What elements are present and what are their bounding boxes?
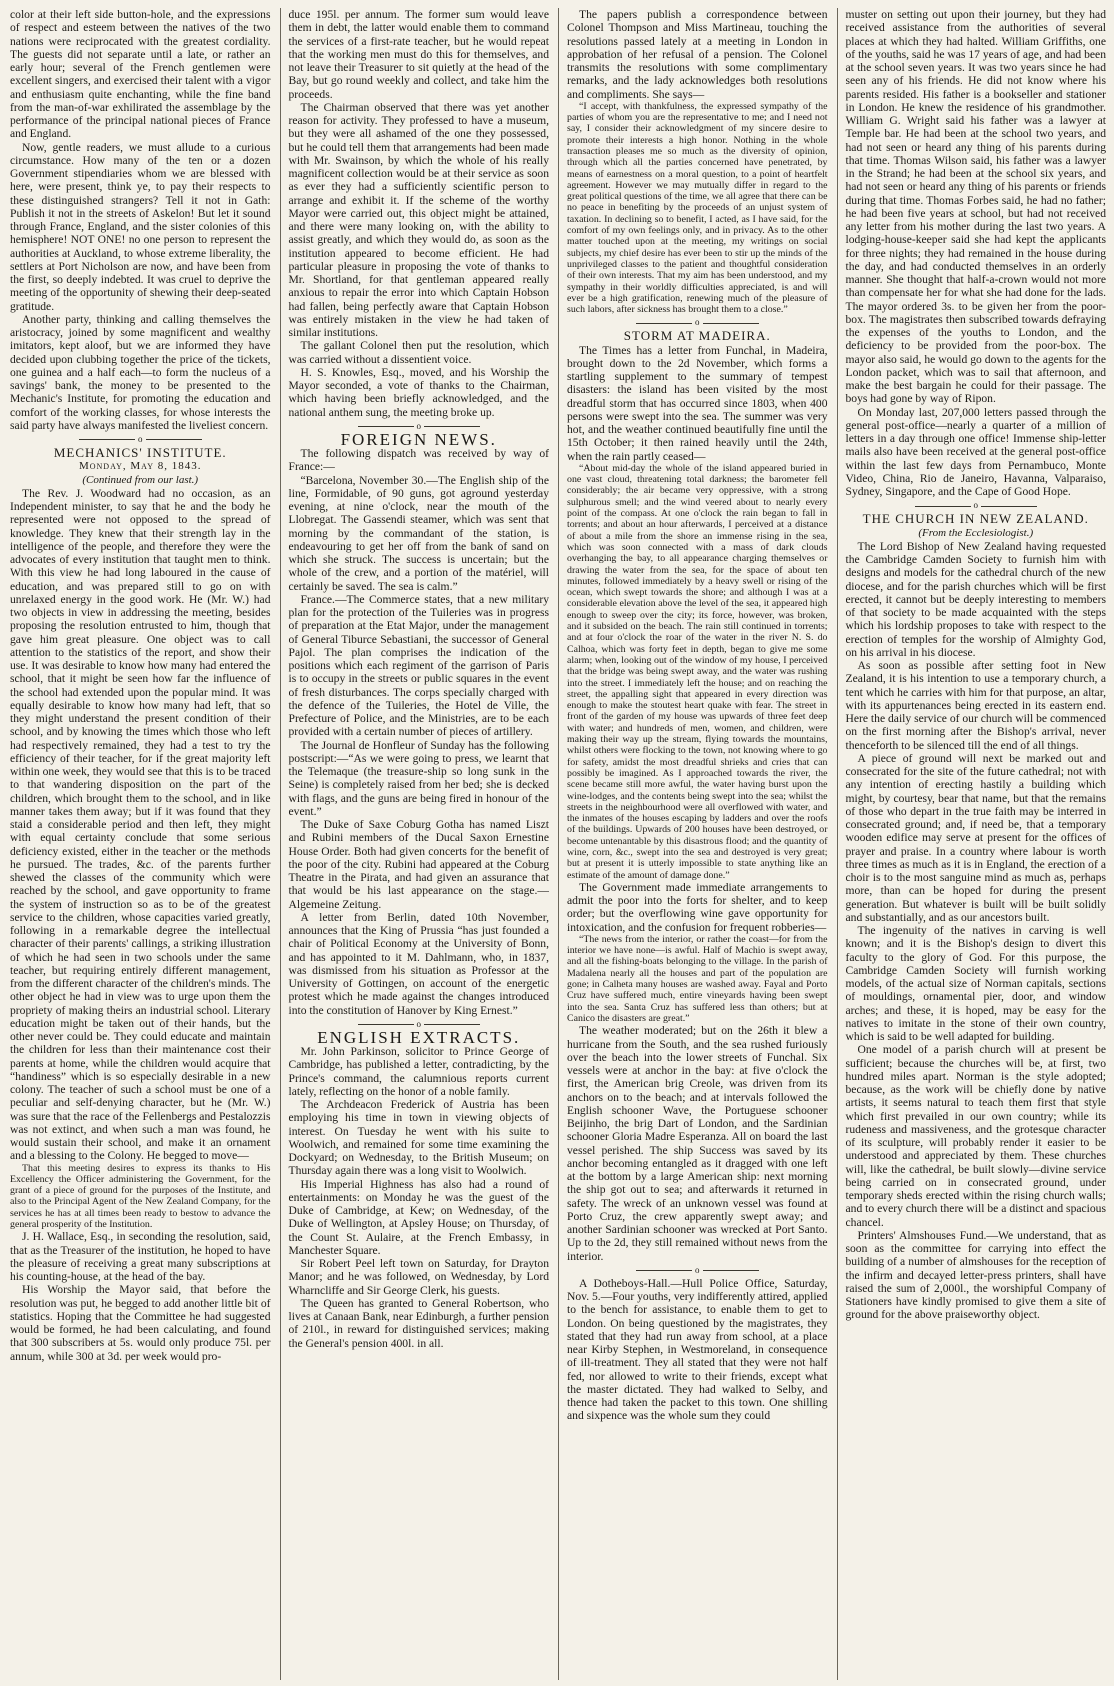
column-2 — [280, 8, 550, 1680]
quoted-paragraph: “The news from the interior, or rather the coast—for from the interior we have none—is awful. Half of Machio is swept away, and all the fishing-boats belonging to the village. In the parish of Madalena nearly all the houses and part of the population are gone; in Calheta many houses are washed away. Fayal and Porto Cruz have suffered much, entire vineyards having been swept into the sea. Santa Cruz has suffered less than others; but at Canico the disasters are great.” — [567, 933, 828, 1024]
column-1 — [10, 8, 271, 1680]
article-paragraph: On Monday last, 207,000 letters passed through the general post-office—nearly a quarter of a million of letters in a day through one office! Immense ship-letter mails also have been received at the general post-office within the last few days from Pernambuco, Monte Video, China, Rio de Janeiro, Havanna, Valparaiso, Sydney, Singapore, and the Cape of Good Hope. — [845, 405, 1106, 498]
article-paragraph: Printers' Almshouses Fund.—We understand, that as soon as the committee for carrying into effect the building of a number of almshouses for the reception of the infirm and decayed letter-press printers, shall have raised the sum of 2,000l., the worshipful Company of Stationers have kindly promised to give them a site of ground for the above praiseworthy object. — [845, 1228, 1106, 1322]
article-paragraph: The following dispatch was received by way of France:— — [288, 447, 549, 474]
section-divider: o — [289, 421, 550, 431]
section-divider: o — [289, 1019, 550, 1029]
article-paragraph: The Archdeacon Frederick of Austria has been employing his time in town in viewing objects of interest. On Tuesday he went with his suite to Woolwich, and remained for some time examining the Dockyard; on Wednesday, to the British Museum; on Thursday again there was a long visit to Woolwich. — [288, 1098, 549, 1178]
article-paragraph: muster on setting out upon their journey, but they had received assistance from the authorities of several places at which they had halted. William Griffiths, one of the youths, said he was 17 years of age, and had been at the school seven years. It was two years since he had seen any of his friends. He did not know where his parents resided. His father is a bookseller and stationer in London. He knew the residence of his grandmother. William G. Wright said his father was a lawyer at Temple bar. He had been at the school two years, and had not seen or heard any thing of his parents during that time. Thomas Wilson said, his father was a lawyer in the Strand; he had been at the school six years, and had not seen or heard any thing of his parents or friends during that time. Thomas Forbes said, he had no father; he had been five years at school, but had not received any letter from his mother during the last two years. A lodging-house-keeper said she had kept the applicants for three nights; they had remained in the house during the day, and had conducted themselves in an orderly manner. She thought that half-a-crown would not more than compensate her for what she had done for the lads. The mayor ordered 3s. to be given her from the poor-box. The magistrates then subscribed towards defraying the expenses of the youths to London, and the deficiency to be provided from the poor-box. The mayor also said, he would go down to the agents for the London packet, which was to sail that afternoon, and make the best bargain he could for their passage. The boys had gone by way of Ripon. — [845, 8, 1106, 406]
column-4 — [837, 8, 1107, 1680]
section-dateline: Monday, May 8, 1843. — [78, 460, 202, 473]
article-paragraph: H. S. Knowles, Esq., moved, and his Worship the Mayor seconded, a vote of thanks to the Chairman, which having been briefly acknowledged, and the national anthem sung, the meeting broke up. — [288, 365, 549, 419]
article-paragraph: color at their left side button-hole, and the expressions of respect and esteem between the natives of the two nations were reciprocated with the greatest cordiality. The guests did not separate until a late, or rather an early hour; several of the French gentlemen were excellent singers, and exercised their talent with a vigor and enthusiasm quite enchanting, while the fine band from the man-of-war exhilirated the assemblage by the performance of the principal national pieces of France and England. — [10, 8, 271, 141]
article-paragraph: Sir Robert Peel left town on Saturday, for Drayton Manor; and he was followed, on Wednesday, by Lord Wharncliffe and Sir George Clerk, his guests. — [288, 1257, 549, 1297]
article-paragraph: “Barcelona, November 30.—The English ship of the line, Formidable, of 90 guns, got aground yesterday evening, at nine o'clock, near the mouth of the Llobregat. The Gassendi steamer, which was sent that morning by the commandant of the station, is endeavouring to get her off from the bank of sand on which she struck. The success is uncertain; but the whole of the crew, and a portion of the matériel, will certainly be saved. The sea is calm.” — [288, 473, 549, 593]
section-subheading: (Continued from our last.) — [82, 473, 199, 486]
article-paragraph: Another party, thinking and calling themselves the aristocracy, joined by some magnificent and wealthy imitators, kept aloof, but we are informed they have decided upon clubbing together the price of the tickets, one guinea and a half each—to form the nucleus of a savings' bank, the money to be presented to the Mechanic's Institute, for promoting the education and comfort of the working classes, for whose interests the said party have always manifested the liveliest concern. — [10, 312, 271, 432]
article-paragraph: A Dotheboys-Hall.—Hull Police Office, Saturday, Nov. 5.—Four youths, very indifferently attired, applied to the bench for assistance, to enable them to get to London. On being questioned by the magistrates, they stated that they had run away from school, at a place near Kirby Stephen, in Westmoreland, in consequence of ill-treatment. They all stated that they were not half fed, nor allowed to write to their friends, except what the master dictated. They had walked to Selby, and thence had taken the packet to this town. One shilling and sixpence was the whole sum they could — [567, 1276, 828, 1423]
section-divider: o — [567, 317, 828, 327]
article-paragraph: One model of a parish church will at present be sufficient; because the churches will be, at first, two hundred miles apart. Norman is the style adopted; because, as the work will be chiefly done by native artists, it seems natural to teach them first that style which first prevailed in our own country; while its rudeness and massiveness, and the grotesque character of its sculpture, will probably render it easier to be understood and appreciated by them. These churches will, like the cathedral, be built slowly—divine service being carried on in consecrated ground, under temporary sheds erected within the rising church walls; and to every church there will be a distinct and spacious chancel. — [845, 1043, 1106, 1229]
article-paragraph: The ingenuity of the natives in carving is well known; and it is the Bishop's design to divert this faculty to the glory of God. For this purpose, the Cambridge Camden Society will furnish working models, of the actual size of Norman capitals, sections of mouldings, ornamental pier, door, and window arches; and these, it is hoped, may be easy for the natives to imitate in the stone of their own country, which is said to be well adapted for building. — [845, 924, 1106, 1043]
article-paragraph: The Journal de Honfleur of Sunday has the following postscript:—“As we were going to press, we learnt that the Telemaque (the treasure-ship so long sunk in the Seine) is completely raised from her bed; she is decked with flags, and the guns are being fired in honour of the event.” — [288, 738, 549, 818]
section-divider: o — [567, 1265, 828, 1275]
article-paragraph: The papers publish a correspondence between Colonel Thompson and Miss Martineau, touching the resolutions passed lately at a meeting in London in approbation of her refusal of a pension. The Colonel transmits the resolutions with some complimentary remarks, and the lady acknowledges both resolutions and compliments. She says— — [567, 8, 828, 101]
article-paragraph: Now, gentle readers, we must allude to a curious circumstance. How many of the ten or a dozen Government stipendiaries whom we are blessed with here, were present, think ye, to pay their respects to these distinguished strangers? Tell it not in Gath: Publish it not in the streets of Askelon! But let it sound through France, England, and the sister colonies of this hemisphere! NOT ONE! no one person to represent the authorities at Auckland, to whose extreme liberality, the settlers at Port Nicholson are now, and have been from the first, so deeply indebted. It was cruel to deprive the meeting of the opportunity of shewing their deep-seated gratitude. — [10, 140, 271, 313]
section-heading: MECHANICS' INSTITUTE. — [53, 445, 227, 460]
quoted-paragraph: “About mid-day the whole of the island appeared buried in one vast cloud, threatening total darkness; the barometer fell considerably; the air became very oppressive, with a strong sulphurous smell; and the wind veered about to nearly every point of the compass. At one o'clock the rain began to fall in torrents; and about an hour afterwards, I perceived at a distance of about a mile from the shore an immense rising in the sea, which was soon connected with a mass of dark clouds overhanging the bay, to all appearance charging themselves or drawing the water from the sea, for the space of about ten minutes, followed immediately by a heavy swell or rising of the ocean, which swept towards the shore; and although I was at a considerable elevation above the level of the sea, it appeared high enough to sweep over the city; its force, however, was broken, and it subsided on the beach. The rain still continued in torrents; and at four o'clock the roar of the water in the river N. S. do Calhoa, which was forty feet in depth, began to give me some alarm; when, looking out of the window of my house, I perceived that the bridge was being swept away, and the water was rushing into the street. I immediately left the house; and on reaching the street, the appalling sight that appeared in every direction was enough to make the stoutest heart quake with fear. The street in front of the garden of my house was upwards of three feet deep with water; and hundreds of men, women, and children, were making their way up the stream, flying towards the mountains, whilst others were flocking to the town, not knowing where to go for safety, amidst the most dreadful shrieks and cries that can possibly be imagined. As I approached towards the river, the scene became still more awful, the water having burst upon the wine-lodges, and the contents being swept into the sea; whilst the streets in the neighbourhood were all overflowed with water, and the inmates of the houses escaping by ladders and over the roofs of the buildings. Upwards of 200 houses have been destroyed, or become untenantable by this disastrous flood; and the quantity of wine, corn, &c., swept into the sea and destroyed is very great; but at present it is utterly impossible to state anything like an estimate of the amount of damage done.” — [567, 462, 828, 881]
quoted-paragraph: That this meeting desires to express its thanks to His Excellency the Officer administering the Government, for the grant of a piece of ground for the purposes of the Institute, and also to the Principal Agent of the New Zealand Company, for the services he has at all times been ready to bestow to advance the general prosperity of the Institution. — [10, 1162, 271, 1230]
article-paragraph: France.—The Commerce states, that a new military plan for the protection of the Tuileries was in progress of preparation at the Etat Major, under the management of General Tiburce Sebastiani, the successor of General Pajol. The plan comprises the indication of the positions which each regiment of the garrison of Paris is to occupy in the streets or public squares in the event of fresh disturbances. The corps specially charged with the defence of the Tuileries, the Hotel de Ville, the Prefecture of Police, and the Ministries, are to be each provided with a certain number of pieces of artillery. — [288, 592, 549, 739]
article-paragraph: The Lord Bishop of New Zealand having requested the Cambridge Camden Society to furnish him with designs and models for the cathedral church of the new diocese, and for the parish churches which will be first erected, it cannot but be deeply interesting to members of that society to be made acquainted with the steps which his lordship proposes to take with respect to the erection of temples for the worship of Almighty God, on his arrival in his diocese. — [845, 539, 1106, 659]
section-divider: o — [10, 434, 271, 444]
article-paragraph: As soon as possible after setting foot in New Zealand, it is his intention to use a temporary church, a tent which he carries with him for that purpose, an altar, with its appurtenances being erected in its eastern end. Here the daily service of our church will be commenced on the first morning after the Bishop's arrival, never thenceforth to be silenced till the end of all things. — [845, 659, 1106, 752]
section-heading: ENGLISH EXTRACTS. — [317, 1027, 521, 1047]
article-paragraph: duce 195l. per annum. The former sum would leave them in debt, the latter would enable them to command the services of a first-rate teacher, but he would repeat that the working men must do this for themselves, and not leave their Treasurer to sit quietly at the head of the Bay, but go round weekly and collect, and take him the proceeds. — [288, 8, 549, 101]
quoted-paragraph: “I accept, with thankfulness, the expressed sympathy of the parties of whom you are the representative to me; and I need not say, I consider their acknowledgment of my sincere desire to promote their interests a high honor. Nothing in the whole transaction pleases me so much as the diversity of opinion, through which all the parties concerned have penetrated, by means of earnestness on a moral question, to a point of heartfelt agreement. However we may mutually differ in regard to the great political questions of the time, we all agree that there can be no peace in benefiting by the proceeds of an unjust system of taxation. In declining so to benefit, I acted, as I have said, for the comfort of my own feelings only, and in privacy. As to the other matter touched upon at the meeting, my writings on social subjects, my chief desire has ever been to stir up the minds of the unprivileged classes to the patient and thoughtful consideration of their own interests. That my aim has been understood, and my sympathy in their worldly difficulties appreciated, is and will ever be a high gratification, renewing much of the pleasure of such labors, after sickness has brought them to a close.” — [567, 100, 828, 316]
article-paragraph: The Chairman observed that there was yet another reason for activity. They professed to have a museum, but they were all ashamed of the one they possessed, but he could tell them that arrangements had been made with Mr. Swainson, by which the whole of his really magnificent collection would be at their service as soon as ever they had a sufficiently scientific person to arrange and exhibit it. If the scheme of the worthy Mayor were carried out, this object might be attained, and there were many looking on, with the ability to assist greatly, and which they would do, as soon as the institution appeared to become efficient. He had particular pleasure in proposing the vote of thanks to Mr. Shortland, for that gentleman appeared really anxious to repair the error into which Captain Hobson had fallen, being perfectly aware that Captain Hobson was entirely mistaken in the view he had taken of similar institutions. — [288, 100, 549, 339]
section-heading: STORM AT MADEIRA. — [623, 328, 771, 344]
section-subheading: (From the Ecclesiologist.) — [918, 526, 1034, 539]
article-paragraph: The Rev. J. Woodward had no occasion, as an Independent minister, to say that he and the body he represented were not opposed to the spread of knowledge. They knew that their strength lay in the intelligence of the people, and therefore they were the advocates of every institution that taught men to think. With this view he had long laboured in the cause of education, and was prepared still to go on with unrelaxed energy in the good work. He (Mr. W.) had two objects in view in addressing the meeting, besides proposing the resolution entrusted to him, though that gave him great pleasure. One object was to call attention to the statistics of the report, and show their use. It was desirable to know how many had entered the school, that it might be seen how far the influence of the school had extended upon the popular mind. It was equally desirable to know how many had left, that so they might understand the present condition of their school, and by knowing the times which those who left had respectively remained, they had a test to try the efficiency of their teacher, for if the great majority left within one week, they would see that this is to be traced to that wandering disposition on the part of the children, which brought them to the school, and in like manner takes them away; but if it was found that they staid a considerable period and then left, they might with equal certainty conclude that some serious deficiency existed, either in the teacher or the methods he pursued. The trades, &c. of the parents further shewed the classes of the community which were reached by the school, and gave opportunity to frame the system of instruction so as to be of the greatest service to the children, whose capacities varied greatly, following in a remarkable degree the intellectual character of their parents' callings, a striking illustration of which he had seen in two schools under the same teacher, but requiring entirely different management, from the different character of the children's minds. The other object he had in view was to urge upon them the propriety of making theirs an industrial school. Literary education might be taken out of their hands, but the other never could be. They could educate and maintain the children for less than their maintenance cost their parents at home, while the children would acquire that “handiness” which is so especially desirable in a new colony. The teacher of such a school must be one of a peculiar and self-denying character, but he (Mr. W.) was sure that the race of the Fellenbergs and Pestalozzis was not extinct, and when such a man was found, he would sustain their school, and make it an ornament and a blessing to the Colony. He begged to move— — [10, 486, 271, 1163]
article-paragraph: The Times has a letter from Funchal, in Madeira, brought down to the 2d November, which forms a startling supplement to the summary of tempest disasters: the island has been visited by the most dreadful storm that has occurred since 1803, when 400 persons were swept into the sea. The summer was very hot, and the weather continued beautifully fine until the 15th October; it then rained heavily until the 24th, when the rain partly ceased— — [567, 343, 828, 463]
article-paragraph: The Government made immediate arrangements to admit the poor into the forts for shelter, and to keep order; but the overflowing wine gave opportunity for intoxication, and the confusion for frequent robberies— — [567, 880, 828, 934]
section-divider: o — [846, 500, 1107, 510]
article-paragraph: The gallant Colonel then put the resolution, which was carried without a dissentient voice. — [288, 339, 549, 366]
article-paragraph: The Queen has granted to General Robertson, who lives at Canaan Bank, near Edinburgh, a further pension of 210l., in reward for distinguished services; making the General's pension 400l. in all. — [288, 1296, 549, 1350]
article-paragraph: The weather moderated; but on the 26th it blew a hurricane from the South, and the sea rushed furiously over the beach into the lower streets of Funchal. Six vessels were at anchor in the bay: at five o'clock the first, the American brig Creole, was driven from its anchors on to the beach; and at intervals followed the English schooner Wave, the Portuguese schooner Beijinho, the brig Dart of London, and the Sardinian schooner Gloria Madre Esperanza. All on board the last vessel perished. The ship Success was saved by its anchor becoming entangled as it dragged with one left at the bottom by a large American ship: next morning the ship got out to sea; and afterwards it returned in safety. The wreck of an unknown vessel was found at Porto Cruz, the crew apparently swept away; and another Sardinian schooner was wrecked at Port Santo. Up to the 2d, they still remained without news from the interior. — [567, 1024, 828, 1263]
article-paragraph: A letter from Berlin, dated 10th November, announces that the King of Prussia “has just founded a chair of Political Economy at the University of Bonn, and has appointed to it M. Dahlmann, who, in 1837, was dismissed from his situation as Professor at the University of Gottingen, on account of the energetic protest which he made against the changes introduced into the constitution of Hanover by King Ernest.” — [288, 910, 549, 1017]
article-paragraph: His Worship the Mayor said, that before the resolution was put, he begged to add another little bit of statistics. Hoping that the Committee he had suggested would be formed, he had been calculating, and found that 300 subscribers at 5s. would only produce 75l. per annum, while 300 at 3d. per week would pro- — [10, 1283, 271, 1363]
section-heading: THE CHURCH IN NEW ZEALAND. — [862, 511, 1089, 527]
article-paragraph: His Imperial Highness has also had a round of entertainments: on Monday he was the guest of the Duke of Cambridge, at Kew; on Wednesday, of the Duke of Wellington, at Apsley House; on Thursday, of the Count St. Aulaire, at the French Embassy, in Manchester Square. — [288, 1177, 549, 1257]
article-paragraph: A piece of ground will next be marked out and consecrated for the site of the future cathedral; not with any intention of erecting hastily a building which might, by courtesy, bear that name, but that the remains of those who depart in the true faith may be interred in consecrated ground; and, if need be, that a temporary wooden edifice may serve at present for the offices of prayer and praise. In a country where labour is worth three times as much as it is in England, the erection of a choir is to the most sanguine mind as much as, perhaps more, than can be hoped for during the present generation. But whatever is built will be built solidly and substantially, and as our ancestors built. — [845, 751, 1106, 924]
article-paragraph: J. H. Wallace, Esq., in seconding the resolution, said, that as the Treasurer of the institution, he hoped to have the pleasure of receiving a great many subscriptions at his counting-house, at the head of the bay. — [10, 1230, 271, 1284]
column-3 — [558, 8, 828, 1680]
section-heading: FOREIGN NEWS. — [340, 429, 497, 449]
article-paragraph: The Duke of Saxe Coburg Gotha has named Liszt and Rubini members of the Ducal Saxon Ernestine House Order. Both had given concerts for the benefit of the poor of the city. Rubini had appeared at the Coburg Theatre in the Pirata, and had given an assurance that that would be his last appearance on the stage.—Algemeine Zeitung. — [288, 818, 549, 911]
article-paragraph: Mr. John Parkinson, solicitor to Prince George of Cambridge, has published a letter, contradicting, by the Prince's command, the calumnious reports current lately, reflecting on the honor of a noble family. — [288, 1045, 549, 1098]
